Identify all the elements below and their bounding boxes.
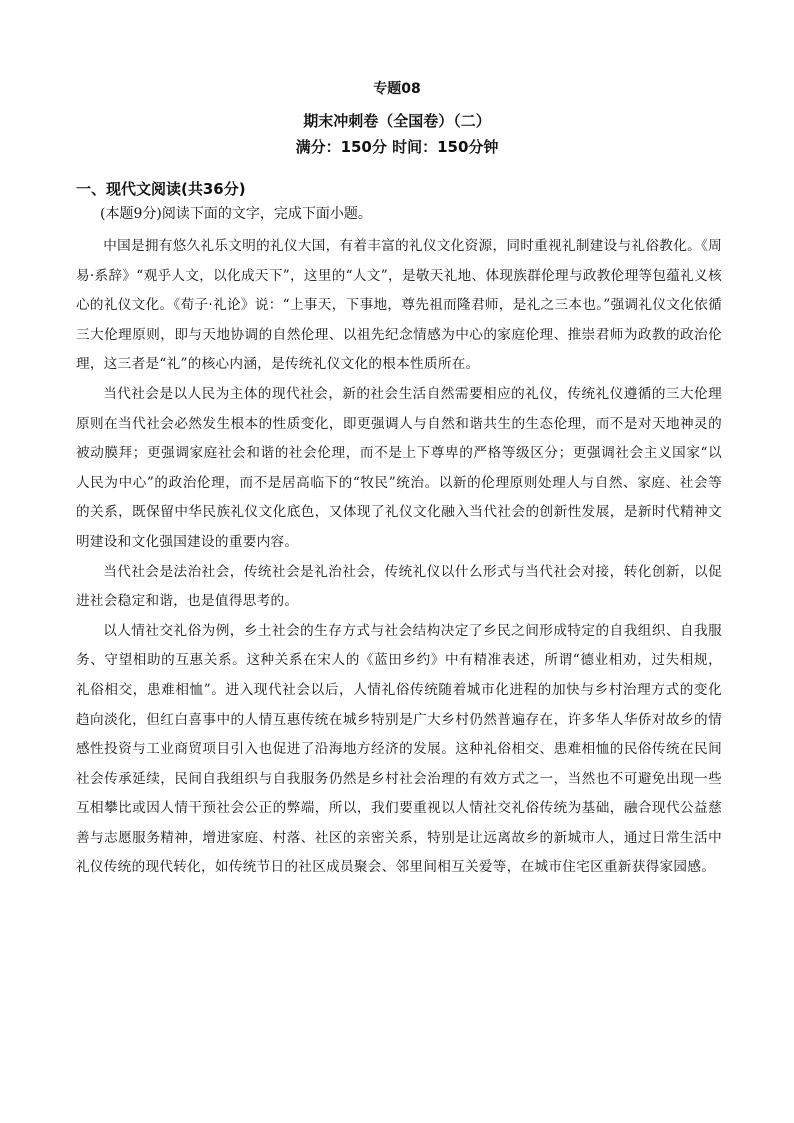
passage-paragraph: 中国是拥有悠久礼乐文明的礼仪大国，有着丰富的礼仪文化资源，同时重视礼制建设与礼俗教化。《周易·系辞》“观乎人文，以化成天下”，这里的“人文”，是敬天礼地、体现族群伦理与政教伦理等包蕴礼义核心的礼仪文化。《荀子·礼论》说：“上事天，下事地，尊先祖而隆君师，是礼之三本也。”强调礼仪文化依循三大伦理原则，即与天地协调的自然伦理、以祖先纪念情感为中心的家庭伦理、推崇君师为政教的政治伦理，这三者是“礼”的核心内涵，是传统礼仪文化的根本性质所在。 <box>76 238 722 373</box>
topic-number: 专题08 <box>373 81 421 97</box>
passage-paragraph: 以人情社交礼俗为例，乡土社会的生存方式与社会结构决定了乡民之间形成特定的自我组织、自我服务、守望相助的互惠关系。这种关系在宋人的《蓝田乡约》中有精准表述，所谓“德业相劝，过失相规，礼俗相交，患难相恤”。进入现代社会以后，人情礼俗传统随着城市化进程的加快与乡村治理方式的变化趋向淡化，但红白喜事中的人情互惠传统在城乡特别是广大乡村仍然普遍存在，许多华人华侨对故乡的情感性投资与工业商贸项目引入也促进了沿海地方经济的发展。这种礼俗相交、患难相恤的民俗传统在民间社会传承延续，民间自我组织与自我服务仍然是乡村社会治理的有效方式之一，当然也不可避免出现一些互相攀比或因人情干预社会公正的弊端，所以，我们要重视以人情社交礼俗传统为基础，融合现代公益慈善与志愿服务精神，增进家庭、村落、社区的亲密关系，特别是让远离故乡的新城市人，通过日常生活中礼仪传统的现代转化，如传统节日的社区成员聚会、邻里间相互关爱等，在城市住宅区重新获得家园感。 <box>76 622 722 876</box>
exam-title: 期末冲刺卷（全国卷）（二） <box>303 112 491 130</box>
question-instruction: (本题9分)阅读下面的文字，完成下面小题。 <box>100 206 372 222</box>
passage-paragraph: 当代社会是法治社会，传统社会是礼治社会，传统礼仪以什么形式与当代社会对接，转化创新，以促进社会稳定和谐，也是值得思考的。 <box>76 563 722 610</box>
passage-paragraph: 当代社会是以人民为主体的现代社会，新的社会生活自然需要相应的礼仪，传统礼仪遵循的三大伦理原则在当代社会必然发生根本的性质变化，即更强调人与自然和谐共生的生态伦理，而不是对天地神灵的被动膜拜；更强调家庭社会和谐的社会伦理，而不是上下尊卑的严格等级区分；更强调社会主义国家“以人民为中心”的政治伦理，而不是居高临下的“牧民”统治。以新的伦理原则处理人与自然、家庭、社会等的关系，既保留中华民族礼仪文化底色，又体现了礼仪文化融入当代社会的创新性发展，是新时代精神文明建设和文化强国建设的重要内容。 <box>76 385 722 550</box>
section-heading: 一、现代文阅读(共36分) <box>76 180 246 198</box>
reading-passage <box>76 232 722 883</box>
score-and-time: 满分：150分 时间：150分钟 <box>295 138 499 156</box>
